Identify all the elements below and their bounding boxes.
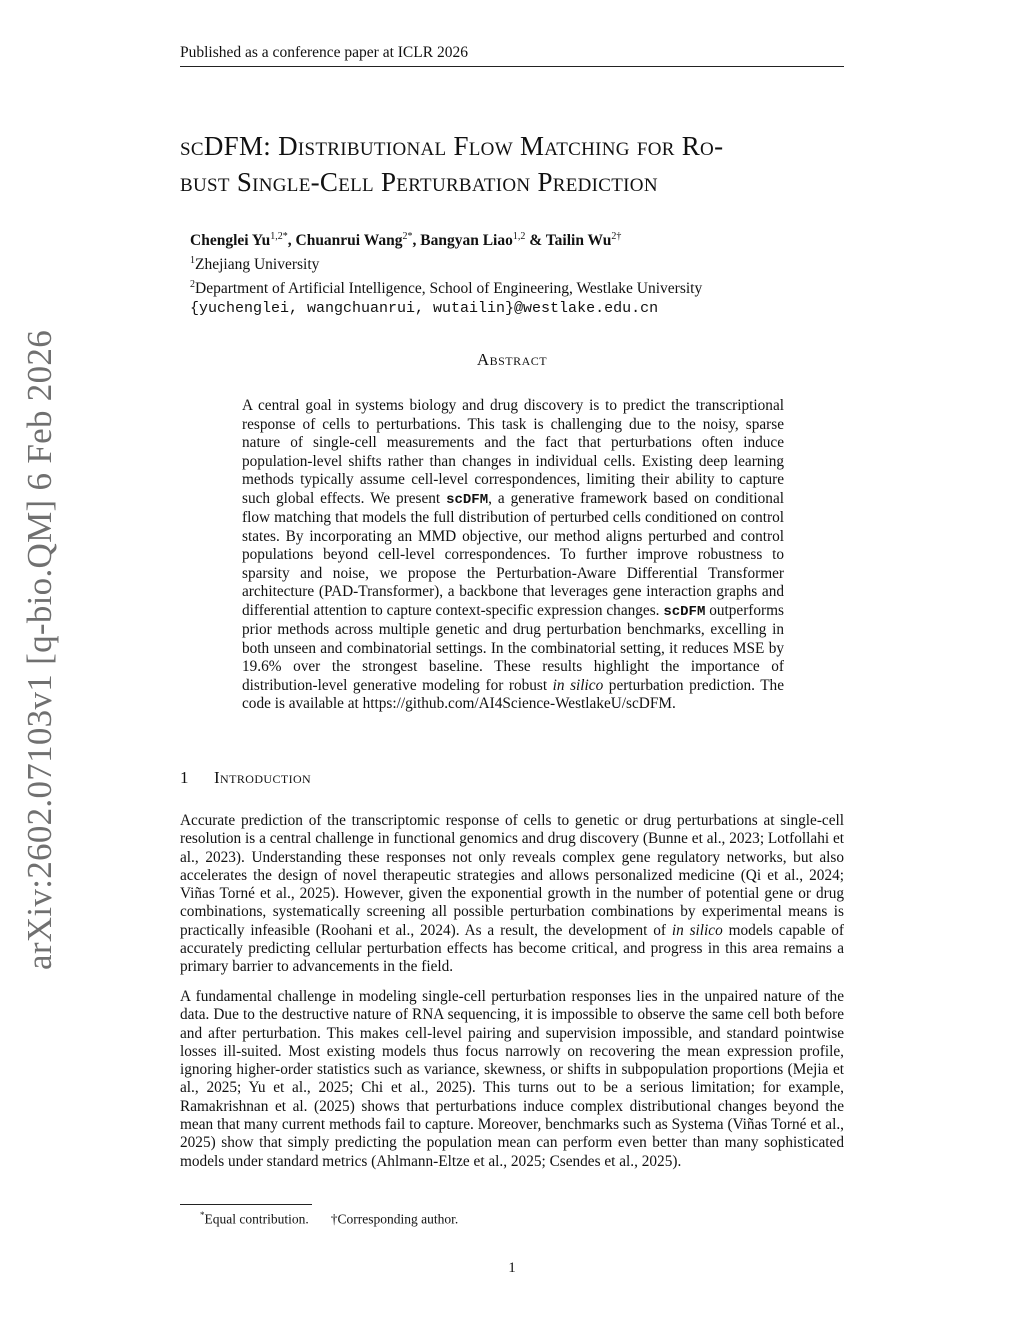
author-name: Chenglei Yu (190, 232, 271, 250)
intro-paragraph-1 (180, 812, 844, 977)
footnote-rule (180, 1204, 312, 1205)
section-number: 1 (180, 768, 189, 787)
method-name: scDFM (663, 603, 706, 620)
abstract-heading: Abstract (476, 350, 548, 369)
affiliation-text: Department of Artificial Intelligence, School of Engineering, Westlake University (195, 280, 703, 298)
method-name: scDFM (446, 491, 489, 508)
author-affiliation-mark: 2† (611, 231, 622, 242)
author-name: Tailin Wu (545, 232, 612, 250)
paper-title (180, 128, 860, 200)
affiliation-mark: 2 (190, 279, 195, 291)
footnote-text: Corresponding author. (337, 1211, 459, 1227)
author-emails: {yuchenglei, wangchuanrui, wutailin}@westlake.edu.cn (190, 300, 659, 318)
abstract-text: perturbation prediction. The code is available at https://github.com/AI4Science-WestlakeU/scDFM. (242, 676, 784, 712)
section-heading (180, 768, 311, 788)
abstract-body (242, 397, 784, 714)
paragraph-italic: in silico (671, 921, 723, 939)
author-name: Bangyan Liao (420, 232, 513, 250)
affiliation-1 (190, 251, 850, 275)
footnote (200, 1210, 458, 1228)
title-line-1: scDFM: Distributional Flow Matching for Ro- (180, 131, 724, 161)
page-number: 1 (508, 1260, 516, 1276)
abstract-text: A central goal in systems biology and drug discovery is to predict the transcriptional response of cells to perturbations. This task is challenging due to the noisy, sparse nature of single-cell measurements and the fact that perturbations often induce population-level shifts rather than changes in individual cells. Existing deep learning methods typically assume cell-level correspondences, limiting their ability to capture such global effects. We present (242, 397, 784, 507)
author-name: Chuanrui Wang (295, 232, 403, 250)
abstract-italic: in silico (552, 676, 604, 694)
paragraph-text: models capable of accurately predicting cellular perturbation effects has become critical, and progress in this area remains a primary barrier to advancements in the field. (180, 921, 844, 976)
abstract-text: outperforms prior methods across multiple genetic and drug perturbation benchmarks, excelling in both unseen and combinatorial settings. In the combinatorial setting, it reduces MSE by 19.6% over the strongest baseline. These results highlight the importance of distribution-level generative modeling for robust (242, 601, 784, 694)
affiliation-2 (190, 275, 850, 299)
section-title: Introduction (214, 768, 312, 787)
abstract-text: , a generative framework based on conditional flow matching that models the full distribution of perturbed cells conditioned on control states. By incorporating an MMD objective, our method aligns perturbed and control populations beyond cell-level correspondences. To further improve robustness to sparsity and noise, we propose the Perturbation-Aware Differential Transformer architecture (PAD-Transformer), a backbone that leverages gene interaction graphs and differential attention to capture context-specific expression changes. (242, 489, 784, 619)
arxiv-stamp: arXiv:2602.07103v1 [q-bio.QM] 6 Feb 2026 (20, 330, 59, 970)
author-names: Chenglei $Yu^{1,2*}$, Chuanrui Wang$^{2*}$, Bangyan Liao$^{1,2}$ & Tailin $Wu^{2\dagger}$ (190, 231, 622, 250)
author-ampersand: & (525, 232, 546, 250)
footnote-mark: † (330, 1211, 338, 1227)
author-affiliation-mark: 1,2* (270, 231, 288, 242)
paragraph-text: Accurate prediction of the transcriptomic response of cells to genetic or drug perturbations at single-cell resolution is a central challenge in functional genomics and drug discovery (Bunne et al., 2023; Lotfollahi et al., 2023). Understanding these responses not only reveals complex gene regulatory networks, but also accelerates the design of novel therapeutic strategies and allows personalized medicine (Qi et al., 2024; Viñas Torné et al., 2025). However, given the exponential growth in the number of potential gene or drug combinations, systematically screening all possible perturbation combinations by experimental means is practically infeasible (Roohani et al., 2024). As a result, the development of (180, 812, 844, 939)
intro-paragraph-2: A fundamental challenge in modeling single-cell perturbation responses lies in the unpaired nature of the data. Due to the destructive nature of RNA sequencing, it is impossible to observe the same cell both before and after perturbation. This makes cell-level pairing and supervision impossible, and standard pointwise losses ill-suited. Most existing models thus focus narrowly on recovering the mean expression profile, ignoring higher-order statistics such as variance, skewness, or shifts in subpopulation proportions (Mejia et al., 2025; Yu et al., 2025; Chi et al., 2025). This turns out to be a serious limitation; for example, Ramakrishnan et al. (2025) shows that perturbations induce complex distributional changes beyond the mean that many current methods fail to capture. Moreover, benchmarks such as Systema (Viñas Torné et al., 2025) show that simply predicting the population mean can perform even better than many sophisticated models under standard metrics (Ahlmann-Eltze et al., 2025; Csendes et al., 2025). (180, 988, 844, 1170)
affiliation-mark: 1 (190, 255, 195, 267)
footnote-mark: * (200, 1210, 205, 1220)
title-line-2: bust Single-Cell Perturbation Prediction (180, 167, 658, 197)
running-header: Published as a conference paper at ICLR 2026 (180, 44, 844, 67)
author-affiliation-mark: 1,2 (512, 231, 526, 242)
footnote-text: Equal contribution. (204, 1211, 309, 1227)
author-block (190, 227, 850, 319)
author-affiliation-mark: 2* (402, 231, 413, 242)
affiliation-text: Zhejiang University (195, 256, 320, 274)
